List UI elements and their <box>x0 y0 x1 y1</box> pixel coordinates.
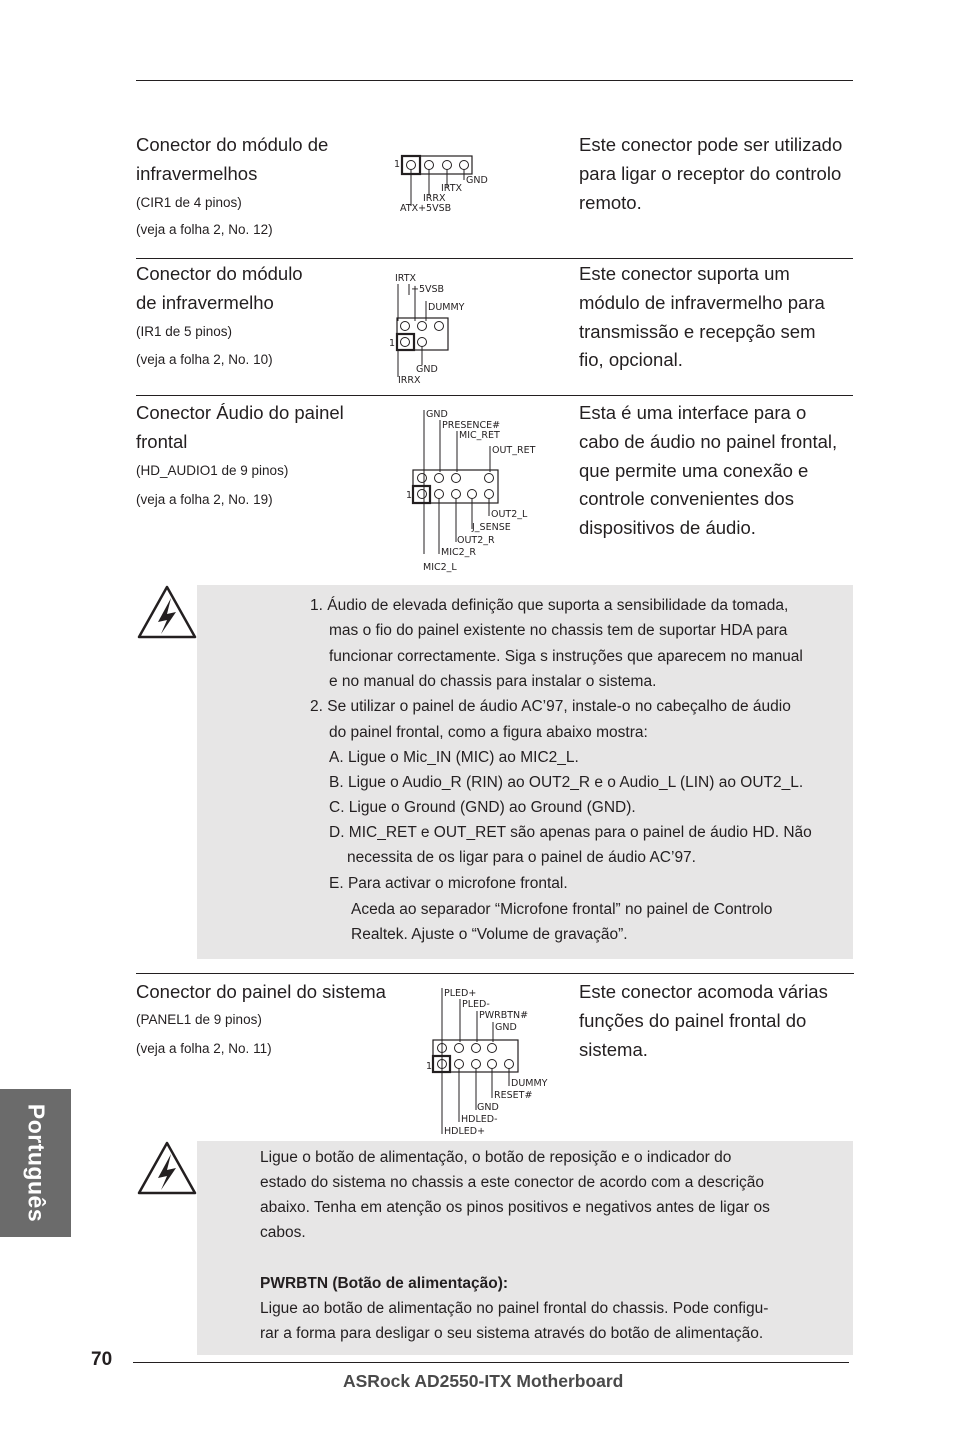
cir1-description <box>579 131 869 217</box>
pin-1-label: 1 <box>394 159 401 170</box>
panel-pin-count: (PANEL1 de 9 pinos) <box>136 1012 262 1027</box>
note-line: mas o fio do painel existente no chassis tem de suportar HDA para <box>329 622 788 639</box>
pin-out2l-label: OUT2_L <box>491 509 528 520</box>
desc-line: Esta é uma interface para o <box>579 402 807 423</box>
pin-presence-label: PRESENCE# <box>442 420 501 431</box>
warning-icon <box>136 1140 198 1196</box>
pin-out2r-label: OUT2_R <box>457 535 495 546</box>
section-rule <box>136 395 853 396</box>
hdaudio-sheet-ref: (veja a folha 2, No. 19) <box>136 492 273 507</box>
note-line: rar a forma para desligar o seu sistema através do botão de alimentação. <box>260 1325 764 1342</box>
desc-line: cabo de áudio no painel frontal, <box>579 430 838 452</box>
section-rule <box>136 973 854 974</box>
desc-line: sistema. <box>579 1038 648 1060</box>
note-line: necessita de os ligar para o painel de áudio AC’97. <box>347 849 696 866</box>
pin-irtx-label: IRTX <box>441 183 463 194</box>
pin-irrx-label: IRRX <box>398 375 421 386</box>
cir1-title-line: infravermelhos <box>136 162 258 184</box>
pin-hdledp-label: HDLED+ <box>444 1126 486 1136</box>
cir1-sheet-ref: (veja a folha 2, No. 12) <box>136 222 273 237</box>
note-line: Ligue o botão de alimentação, o botão de reposição e o indicador do <box>260 1149 732 1166</box>
cir1-title-line: Conector do módulo de <box>136 134 329 155</box>
pin-dummy-label: DUMMY <box>511 1078 548 1089</box>
desc-line: para ligar o receptor do controlo <box>579 162 842 184</box>
note-line: estado do sistema no chassis a este conector de acordo com a descrição <box>260 1174 765 1191</box>
pin-gnd-label: GND <box>416 364 438 375</box>
pin-dummy-label: DUMMY <box>428 302 465 313</box>
pin-1-label: 1 <box>426 1061 433 1072</box>
note-line: 1. Áudio de elevada definição que suporta a sensibilidade da tomada, <box>310 597 789 614</box>
panel-connector-diagram <box>420 984 565 1136</box>
pin-jsense-label: J_SENSE <box>472 522 511 533</box>
note-line: cabos. <box>260 1224 306 1241</box>
panel-sheet-ref: (veja a folha 2, No. 11) <box>136 1041 272 1056</box>
note-line: B. Ligue o Audio_R (RIN) ao OUT2_R e o Audio_L (LIN) ao OUT2_L. <box>329 774 804 791</box>
ir1-title-line: Conector do módulo <box>136 263 303 284</box>
panel-title <box>136 978 386 1007</box>
ir1-sheet-ref: (veja a folha 2, No. 10) <box>136 352 273 367</box>
note-line: funcionar correctamente. Siga s instruções que aparecem no manual <box>329 648 803 665</box>
ir1-pin-count: (IR1 de 5 pinos) <box>136 324 233 339</box>
pin-pledn-label: PLED- <box>462 999 490 1010</box>
note-line: abaixo. Tenha em atenção os pinos positivos e negativos antes de ligar os <box>260 1199 770 1216</box>
pin-pwrbtn-label: PWRBTN# <box>479 1010 529 1021</box>
pin-gnd-label: GND <box>466 175 488 186</box>
pin-1-label: 1 <box>389 338 396 349</box>
hdaudio-description <box>579 399 869 543</box>
ir1-title-line: de infravermelho <box>136 291 274 313</box>
footer-rule <box>133 1362 849 1363</box>
note-line: Aceda ao separador “Microfone frontal” no painel de Controlo <box>351 901 773 918</box>
pin-1-label: 1 <box>406 490 413 501</box>
hdaudio-title <box>136 399 344 457</box>
pwrbtn-heading: PWRBTN (Botão de alimentação): <box>260 1275 509 1292</box>
pin-mic2r-label: MIC2_R <box>441 547 477 558</box>
top-rule <box>136 80 853 81</box>
cir1-title <box>136 131 328 189</box>
desc-line: dispositivos de áudio. <box>579 517 756 539</box>
language-tab-label: Português <box>23 1103 49 1223</box>
note-line: A. Ligue o Mic_IN (MIC) ao MIC2_L. <box>329 749 579 766</box>
pin-outret-label: OUT_RET <box>492 445 536 456</box>
desc-line: que permite uma conexão e <box>579 459 809 481</box>
ir1-connector-diagram <box>385 270 485 390</box>
ir1-title <box>136 260 303 318</box>
warning-icon <box>136 584 198 640</box>
desc-line: Este conector acomoda várias <box>579 981 828 1002</box>
language-side-tab <box>0 1089 71 1237</box>
note-line: C. Ligue o Ground (GND) ao Ground (GND). <box>329 799 636 816</box>
note-line: e no manual do chassis para instalar o sistema. <box>329 673 657 690</box>
desc-line: módulo de infravermelho para <box>579 291 825 313</box>
desc-line: controle convenientes dos <box>579 488 794 510</box>
pin-gnd-label: GND <box>477 1102 499 1113</box>
pin-micret-label: MIC_RET <box>459 430 500 441</box>
panel-description <box>579 978 869 1064</box>
desc-line: fio, opcional. <box>579 349 683 371</box>
hdaudio-connector-diagram <box>400 404 550 576</box>
hdaudio-title-line: Conector Áudio do painel <box>136 402 344 423</box>
hdaudio-title-line: frontal <box>136 430 188 452</box>
note-line: do painel frontal, como a figura abaixo mostra: <box>329 724 648 741</box>
pin-atx-label: ATX+5VSB <box>400 203 452 214</box>
note-line: Ligue ao botão de alimentação no painel frontal do chassis. Pode configu- <box>260 1300 769 1317</box>
cir1-connector-diagram <box>390 150 490 220</box>
note-line: Realtek. Ajuste o “Volume de gravação”. <box>351 926 628 943</box>
pin-gnd-label: GND <box>426 409 448 420</box>
page-number: 70 <box>91 1349 113 1370</box>
pin-pledp-label: PLED+ <box>444 988 477 999</box>
footer-title: ASRock AD2550-ITX Motherboard <box>343 1371 624 1391</box>
panel-title-line: Conector do painel do sistema <box>136 981 386 1002</box>
note-line: E. Para activar o microfone frontal. <box>329 875 568 892</box>
pin-irtx-label: IRTX <box>395 273 417 284</box>
desc-line: Este conector pode ser utilizado <box>579 134 843 155</box>
pin-reset-label: RESET# <box>494 1090 533 1101</box>
ir1-description <box>579 260 869 375</box>
pin-mic2l-label: MIC2_L <box>423 562 457 573</box>
desc-line: Este conector suporta um <box>579 263 790 284</box>
desc-line: remoto. <box>579 191 642 213</box>
cir1-pin-count: (CIR1 de 4 pinos) <box>136 195 242 210</box>
desc-line: funções do painel frontal do <box>579 1009 807 1031</box>
note-line: D. MIC_RET e OUT_RET são apenas para o painel de áudio HD. Não <box>329 824 812 841</box>
hdaudio-pin-count: (HD_AUDIO1 de 9 pinos) <box>136 463 289 478</box>
pin-irrx-label: IRRX <box>423 193 446 204</box>
desc-line: transmissão e recepção sem <box>579 320 816 342</box>
pin-hdledn-label: HDLED- <box>461 1114 498 1125</box>
section-rule <box>136 258 853 259</box>
pin-gnd-label: GND <box>495 1022 517 1033</box>
pin-5vsb-label: +5VSB <box>411 284 445 295</box>
note-line: 2. Se utilizar o painel de áudio AC’97, instale-o no cabeçalho de áudio <box>310 698 791 715</box>
